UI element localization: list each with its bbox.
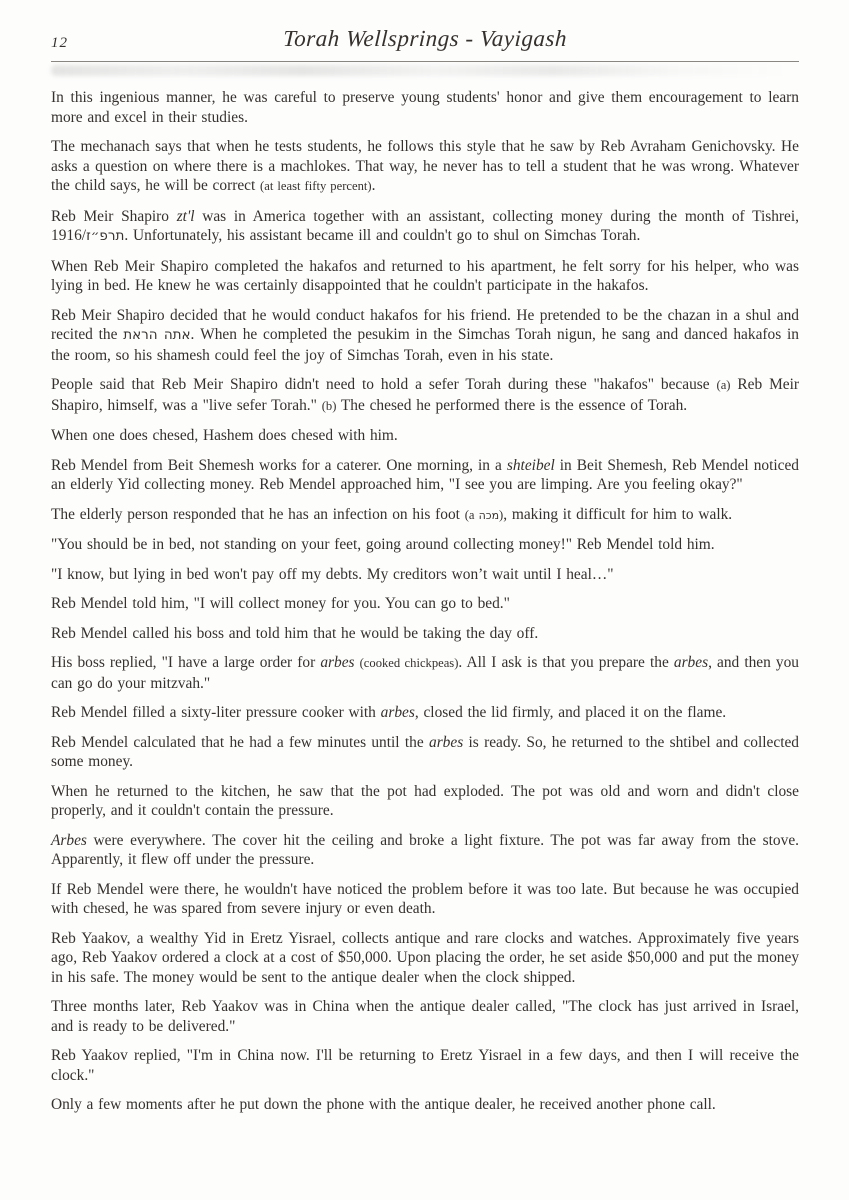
text-run: arbes [429, 733, 464, 751]
page-number: 12 [51, 35, 68, 51]
text-run: When one does chesed, Hashem does chesed with him. [51, 427, 398, 444]
text-run: Reb Meir Shapiro, himself, was a "live sefer Torah." [51, 376, 799, 414]
paragraph [51, 733, 799, 772]
paragraph [51, 997, 799, 1036]
text-run: . When he completed the pesukim in the Simchas Torah nigun, he sang and danced hakafos in the room, so his shamesh could feel the joy of Simchas Torah, even in his state. [51, 326, 799, 364]
text-run: was in America together with an assistant, collecting money during the month of Tishrei, 1916/ [51, 207, 799, 244]
header-divider [51, 61, 799, 62]
text-run: (a [464, 507, 479, 522]
paragraph [51, 375, 799, 416]
text-run: Three months later, Reb Yaakov was in China when the antique dealer called, "The clock has just arrived in Israel, and is ready to be delivered." [51, 998, 799, 1035]
paragraph [51, 426, 799, 446]
text-run: , making it difficult for him to walk. [503, 505, 733, 523]
text-run: Reb Mendel told him, "I will collect money for you. You can go to bed." [51, 595, 510, 612]
text-run: The mechanach says that when he tests students, he follows this style that he saw by Reb Avraham Genichovsky. He asks a question on where there is a machlokes. That way, he never has to tell a student that he was wrong. Whatever the child says, he will be correct [51, 138, 799, 194]
page-title: Torah Wellsprings - Vayigash [282, 26, 568, 51]
text-run: Reb Mendel filled a sixty-liter pressure cooker with [51, 704, 381, 721]
paragraph [51, 137, 799, 197]
paragraph [51, 653, 799, 693]
scan-artifact [51, 65, 789, 76]
text-run: were everywhere. The cover hit the ceiling and broke a light fixture. The pot was far away from the stove. Apparently, it flew off under the pressure. [51, 831, 799, 868]
text-run: Reb Yaakov replied, "I'm in China now. I'll be returning to Eretz Yisrael in a few days, and then I will receive the clock." [51, 1047, 799, 1084]
text-run: If Reb Mendel were there, he wouldn't have noticed the problem before it was too late. But because he was occupied with chesed, he was spared from severe injury or even death. [51, 880, 799, 917]
text-run: Reb Mendel from Beit Shemesh works for a caterer. One morning, in a [51, 456, 507, 474]
text-run: When he returned to the kitchen, he saw that the pot had exploded. The pot was old and worn and didn't close properly, and it couldn't contain the pressure. [51, 782, 799, 819]
paragraph [51, 831, 799, 870]
paragraph [51, 929, 799, 988]
paragraph [51, 565, 799, 585]
text-run: , closed the lid firmly, and placed it on the flame. [414, 704, 727, 721]
text-run: The chesed he performed there is the essence of Torah. [336, 396, 688, 414]
text-run: arbes [380, 704, 415, 721]
paragraph [51, 624, 799, 644]
text-run: arbes [320, 654, 355, 671]
paragraph [51, 456, 799, 495]
text-run: People said that Reb Meir Shapiro didn't need to hold a sefer Torah during these "hakafos" because [51, 376, 717, 393]
text-run: in Beit Shemesh, Reb Mendel noticed an elderly Yid collecting money. Reb Mendel approached him, "I see you are limping. Are you feeling okay?" [51, 456, 800, 493]
text-run: . [371, 177, 376, 194]
text-run: , and then you can go do your mitzvah." [51, 654, 799, 692]
text-run: Reb Mendel calculated that he had a few minutes until the [51, 733, 429, 751]
text-run: (at least fifty percent) [260, 179, 372, 193]
text-run: "You should be in bed, not standing on your feet, going around collecting money!" Reb Mendel told him. [51, 536, 715, 553]
paragraph [51, 1046, 799, 1085]
text-run: is ready. So, he returned to the shtibel and collected some money. [51, 733, 799, 770]
hebrew-text-run: תרפ״ז [86, 228, 125, 244]
page-header [51, 26, 799, 58]
paragraph [51, 782, 799, 821]
paragraph [51, 306, 799, 366]
text-run: zt'l [176, 207, 195, 225]
text-run: (cooked chickpeas) [359, 656, 459, 670]
text-run: shteibel [506, 456, 555, 474]
paragraph [51, 703, 799, 723]
hebrew-text-run: אתה הראת [123, 327, 191, 343]
paragraph [51, 257, 799, 296]
text-run: (b) [321, 398, 337, 413]
text-run: Reb Meir Shapiro [51, 207, 177, 225]
text-run: arbes [673, 654, 709, 671]
text-run: Reb Yaakov, a wealthy Yid in Eretz Yisrael, collects antique and rare clocks and watches. Approximately five years ago, Reb Yaakov ordered a clock at a cost of $50,000. Upon placing the order, he set aside $50,000 and put the money in his safe. The money would be sent to the antique dealer when the clock shipped. [51, 929, 800, 986]
paragraph [51, 505, 799, 526]
text-run: When Reb Meir Shapiro completed the hakafos and returned to his apartment, he felt sorry for his helper, who was lying in bed. He knew he was certainly disappointed that he couldn't participate in the hakafos. [51, 257, 799, 294]
text-run: Reb Meir Shapiro decided that he would conduct hakafos for his friend. He pretended to be the chazan in a shul and recited the [51, 306, 799, 343]
page-body [51, 88, 799, 1115]
text-run: . All I ask is that you prepare the [458, 654, 674, 671]
paragraph [51, 1095, 799, 1115]
text-run: His boss replied, "I have a large order for [51, 654, 321, 671]
paragraph [51, 880, 799, 919]
text-run: In this ingenious manner, he was careful to preserve young students' honor and give them encouragement to learn more and excel in their studies. [51, 89, 799, 126]
hebrew-text-run: מכה [478, 508, 500, 522]
text-run: Only a few moments after he put down the phone with the antique dealer, he received another phone call. [51, 1096, 716, 1113]
text-run: Reb Mendel called his boss and told him that he would be taking the day off. [51, 624, 539, 642]
text-run: The elderly person responded that he has an infection on his foot [51, 505, 465, 523]
text-run: . Unfortunately, his assistant became ill and couldn't go to shul on Simchas Torah. [124, 227, 641, 244]
paragraph [51, 207, 799, 247]
paragraph [51, 535, 799, 555]
text-run: Arbes [51, 831, 87, 849]
text-run: "I know, but lying in bed won't pay off my debts. My creditors won’t wait until I heal…" [51, 565, 614, 583]
paragraph [51, 88, 799, 127]
text-run: ) [499, 507, 504, 522]
paragraph [51, 594, 799, 614]
text-run: (a) [716, 378, 731, 392]
